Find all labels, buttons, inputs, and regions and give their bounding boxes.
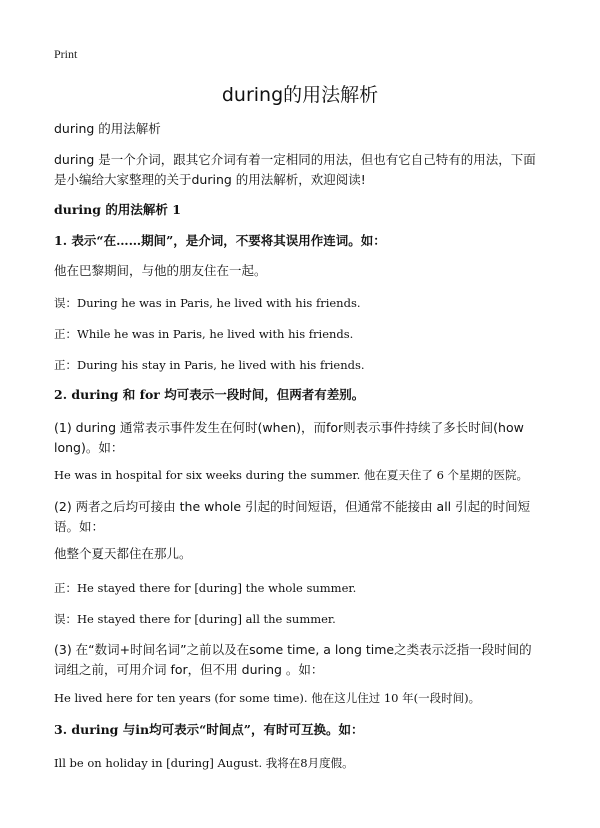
point-3-heading: 3. during 与in均可表示“时间点”，有时可互换。如： [54,722,364,737]
example-chinese-2: 他整个夏天都住在那儿。 [54,546,192,561]
example-right-1: 正：While he was in Paris, he lived with his friends. [54,327,354,341]
page-title: during的用法解析 [221,84,379,106]
example-sentence-4: Ill be on holiday in [during] August. 我将在8月度假。 [54,756,354,770]
point-2-3-text: (3) 在“数词+时间名词”之前以及在some time, a long time之类表示泛指一段时间的词组之前，可用介词 for，但不用 during 。如： [54,642,532,677]
section-heading-1: during 的用法解析 1 [54,202,181,217]
point-2-1-text: (1) during 通常表示事件发生在何时(when)，而for则表示事件持续了多长时间(how long)。如： [54,420,524,455]
example-sentence-3: He lived here for ten years (for some time). 他在这儿住过 10 年(一段时间)。 [54,691,481,705]
point-2-heading: 2. during 和 for 均可表示一段时间，但两者有差别。 [54,387,365,402]
intro-paragraph: during 是一个介词，跟其它介词有着一定相同的用法，但也有它自己特有的用法，下面是小编给大家整理的关于during 的用法解析，欢迎阅读! [54,152,536,187]
point-2-2-text: (2) 两者之后均可接由 the whole 引起的时间短语，但通常不能接由 all 引起的时间短语。如： [54,499,531,534]
print-link[interactable]: Print [54,47,78,61]
example-right-2: 正：During his stay in Paris, he lived with his friends. [54,358,365,372]
intro-heading: during 的用法解析 [54,121,161,136]
example-wrong-2: 误：He stayed there for [during] all the summer. [54,612,336,626]
example-sentence-2: He was in hospital for six weeks during the summer. 他在夏天住了 6 个星期的医院。 [54,468,529,482]
example-chinese-1: 他在巴黎期间，与他的朋友住在一起。 [54,263,267,278]
point-1-heading: 1. 表示“在……期间”，是介词，不要将其误用作连词。如： [54,233,386,248]
example-right-3: 正：He stayed there for [during] the whole summer. [54,581,357,595]
example-wrong-1: 误：During he was in Paris, he lived with his friends. [54,296,361,310]
